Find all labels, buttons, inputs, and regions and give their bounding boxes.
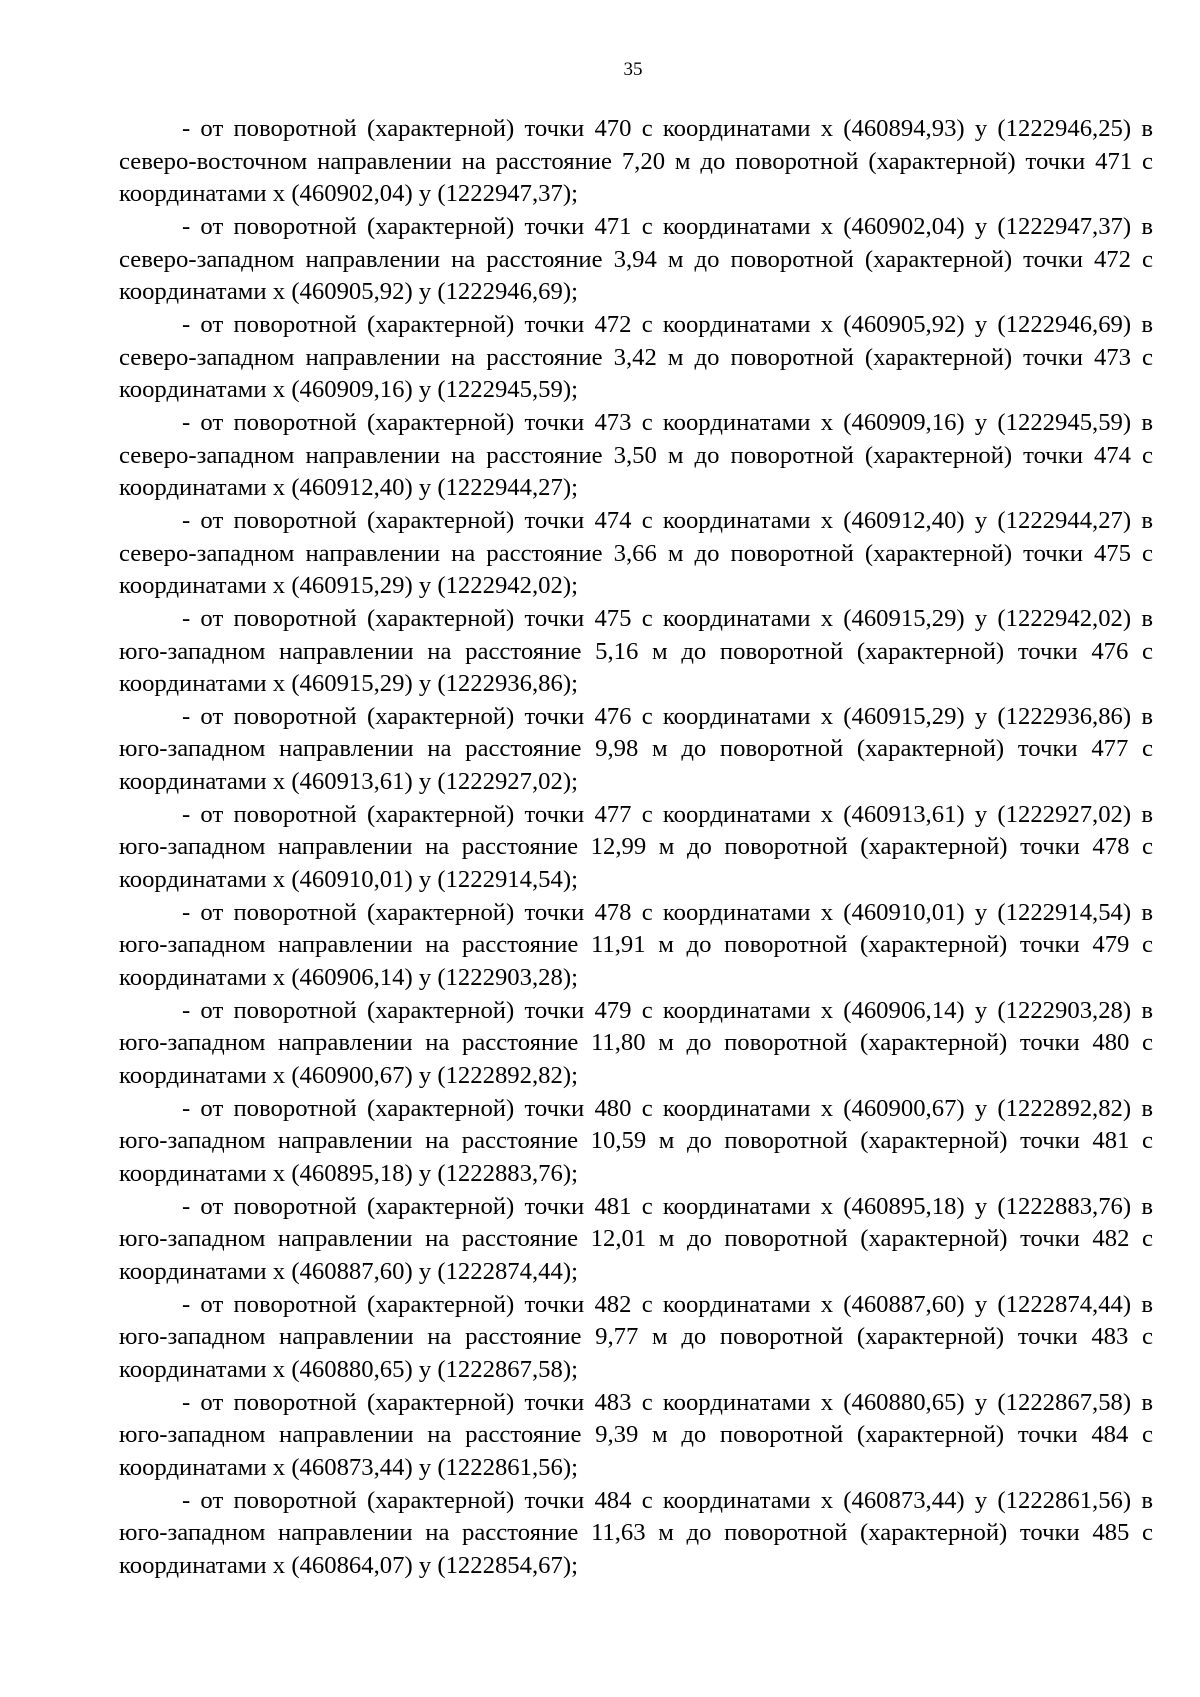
boundary-segment-paragraph: - от поворотной (характерной) точки 483 с координатами х (460880,65) у (1222867,58) в юго-западном направлении на расстояние 9,39 м до поворотной (характерной) точки 484 с координатами х (460873,44) у (1222861,56); — [119, 1388, 1153, 1481]
boundary-segment-paragraph: - от поворотной (характерной) точки 478 с координатами х (460910,01) у (1222914,54) в юго-западном направлении на расстояние 11,91 м до поворотной (характерной) точки 479 с координатами х (460906,14) у (1222903,28); — [119, 898, 1153, 992]
boundary-segment-paragraph: - от поворотной (характерной) точки 474 с координатами х (460912,40) у (1222944,27) в северо-западном направлении на расстояние 3,66 м до поворотной (характерной) точки 475 с координатами х (460915,29) у (1222942,02); — [119, 506, 1153, 600]
boundary-segment-paragraph: - от поворотной (характерной) точки 477 с координатами х (460913,61) у (1222927,02) в юго-западном направлении на расстояние 12,99 м до поворотной (характерной) точки 478 с координатами х (460910,01) у (1222914,54); — [119, 800, 1153, 894]
boundary-segment-paragraph: - от поворотной (характерной) точки 471 с координатами х (460902,04) у (1222947,37) в северо-западном направлении на расстояние 3,94 м до поворотной (характерной) точки 472 с координатами х (460905,92) у (1222946,69); — [119, 212, 1153, 306]
page-number: 35 — [623, 59, 643, 80]
boundary-segment-paragraph: - от поворотной (характерной) точки 481 с координатами х (460895,18) у (1222883,76) в юго-западном направлении на расстояние 12,01 м до поворотной (характерной) точки 482 с координатами х (460887,60) у (1222874,44); — [119, 1192, 1153, 1285]
document-body — [119, 113, 1153, 1583]
boundary-segment-paragraph: - от поворотной (характерной) точки 470 с координатами х (460894,93) у (1222946,25) в северо-восточном направлении на расстояние 7,20 м до поворотной (характерной) точки 471 с координатами х (460902,04) у (1222947,37); — [119, 115, 1153, 208]
boundary-segment-paragraph: - от поворотной (характерной) точки 476 с координатами х (460915,29) у (1222936,86) в юго-западном направлении на расстояние 9,98 м до поворотной (характерной) точки 477 с координатами х (460913,61) у (1222927,02); — [119, 702, 1153, 796]
boundary-segment-paragraph: - от поворотной (характерной) точки 479 с координатами х (460906,14) у (1222903,28) в юго-западном направлении на расстояние 11,80 м до поворотной (характерной) точки 480 с координатами х (460900,67) у (1222892,82); — [119, 996, 1153, 1090]
boundary-segment-paragraph: - от поворотной (характерной) точки 473 с координатами х (460909,16) у (1222945,59) в северо-западном направлении на расстояние 3,50 м до поворотной (характерной) точки 474 с координатами х (460912,40) у (1222944,27); — [119, 408, 1153, 502]
boundary-segment-paragraph: - от поворотной (характерной) точки 475 с координатами х (460915,29) у (1222942,02) в юго-западном направлении на расстояние 5,16 м до поворотной (характерной) точки 476 с координатами х (460915,29) у (1222936,86); — [119, 604, 1153, 698]
boundary-segment-paragraph: - от поворотной (характерной) точки 472 с координатами х (460905,92) у (1222946,69) в северо-западном направлении на расстояние 3,42 м до поворотной (характерной) точки 473 с координатами х (460909,16) у (1222945,59); — [119, 310, 1153, 404]
boundary-segment-paragraph: - от поворотной (характерной) точки 484 с координатами х (460873,44) у (1222861,56) в юго-западном направлении на расстояние 11,63 м до поворотной (характерной) точки 485 с координатами х (460864,07) у (1222854,67); — [119, 1486, 1153, 1579]
boundary-segment-paragraph: - от поворотной (характерной) точки 480 с координатами х (460900,67) у (1222892,82) в юго-западном направлении на расстояние 10,59 м до поворотной (характерной) точки 481 с координатами х (460895,18) у (1222883,76); — [119, 1094, 1153, 1187]
boundary-segment-paragraph: - от поворотной (характерной) точки 482 с координатами х (460887,60) у (1222874,44) в юго-западном направлении на расстояние 9,77 м до поворотной (характерной) точки 483 с координатами х (460880,65) у (1222867,58); — [119, 1290, 1153, 1383]
